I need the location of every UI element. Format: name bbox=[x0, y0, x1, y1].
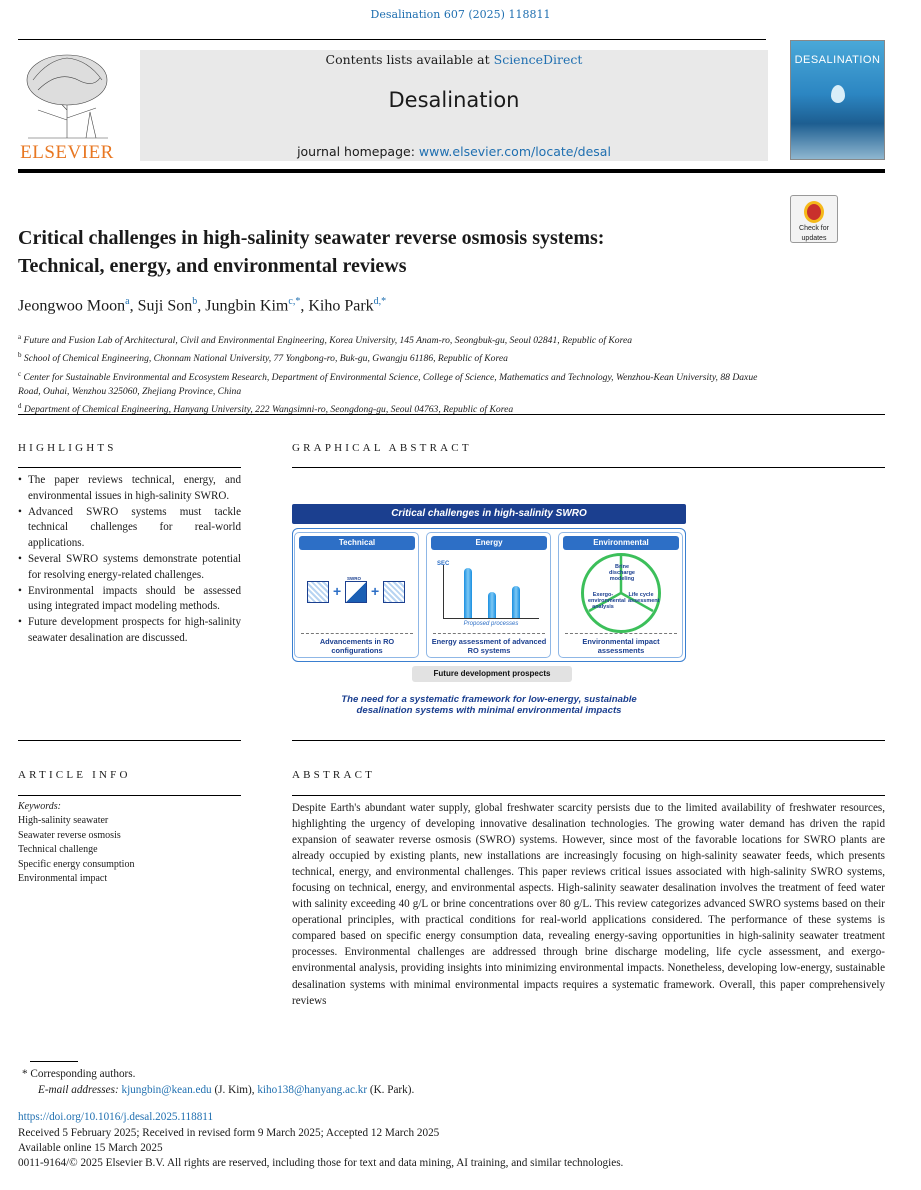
ga-panel-environmental bbox=[558, 532, 683, 658]
sciencedirect-link[interactable]: ScienceDirect bbox=[493, 52, 583, 67]
footnotes bbox=[22, 1066, 882, 1098]
email-note bbox=[22, 1082, 882, 1098]
ro-module-icon bbox=[383, 581, 405, 603]
author-affil-sup[interactable]: d,* bbox=[373, 296, 387, 307]
affiliation-sup: c bbox=[18, 369, 22, 378]
header-rule bbox=[18, 39, 766, 40]
ga-panel-foot: Advancements in RO configurations bbox=[319, 637, 395, 655]
ga-panel-energy bbox=[426, 532, 551, 658]
sec-bar bbox=[512, 586, 520, 618]
highlight-item: • Environmental impacts should be assessed using integrated impact modeling methods. bbox=[18, 584, 241, 616]
sec-axis-label: SEC bbox=[437, 561, 450, 567]
author-name[interactable]: Jeongwoo Moon bbox=[18, 297, 126, 315]
affiliation-text: Future and Fusion Lab of Architectural, Civil and Environmental Engineering, Korea University, 145 Anam-ro, Seongbuk-gu, Seoul 02841, Republic of Korea bbox=[23, 335, 633, 347]
future-prospects-box: Future development prospects bbox=[412, 666, 572, 682]
journal-header-box bbox=[140, 50, 768, 161]
email-owner: (K. Park). bbox=[369, 1084, 415, 1096]
keywords-block bbox=[18, 800, 241, 886]
homepage-line bbox=[140, 144, 768, 159]
keyword: Seawater reverse osmosis bbox=[18, 829, 121, 841]
publication-dates bbox=[18, 1126, 898, 1171]
circle-label: Life cycle assessment bbox=[628, 592, 660, 604]
contents-prefix: Contents lists available at bbox=[325, 52, 490, 67]
keywords-label: Keywords: bbox=[18, 801, 61, 812]
affiliation-sup: b bbox=[18, 351, 22, 360]
email-link[interactable]: kjungbin@kean.edu bbox=[121, 1084, 212, 1096]
ga-divider bbox=[433, 633, 545, 634]
author-affil-sup[interactable]: c,* bbox=[288, 296, 301, 307]
highlight-item: • The paper reviews technical, energy, and environmental issues in high-salinity SWRO. bbox=[18, 473, 241, 505]
crossmark-text-2: updates bbox=[801, 234, 827, 242]
cover-title: DESALINATION bbox=[794, 54, 881, 66]
affiliation bbox=[18, 348, 778, 366]
author-sep: , bbox=[300, 297, 309, 315]
circle-label: Exergo-environmental analysis bbox=[588, 592, 626, 610]
swro-module-icon bbox=[345, 581, 367, 603]
author-name[interactable]: Kiho Park bbox=[308, 297, 374, 315]
affiliation-sup: d bbox=[18, 402, 22, 411]
copyright: 0011-9164/© 2025 Elsevier B.V. All rights are reserved, including those for text and data mining, AI training, and similar technologies. bbox=[18, 1157, 624, 1169]
affiliation-text: Department of Chemical Engineering, Hanyang University, 222 Wangsimni-ro, Seongdong-gu, Seoul 04763, Republic of Korea bbox=[23, 404, 514, 416]
article-info-heading: ARTICLE INFO bbox=[18, 769, 131, 781]
check-for-updates-badge[interactable] bbox=[790, 195, 838, 243]
author-sep: , bbox=[129, 297, 138, 315]
graphical-abstract[interactable] bbox=[292, 504, 688, 724]
crossmark-text-1: Check for bbox=[799, 225, 829, 232]
contents-line bbox=[140, 52, 768, 67]
author-affil-sup[interactable]: b bbox=[192, 296, 198, 307]
crossmark-icon bbox=[804, 201, 824, 223]
elsevier-wordmark: ELSEVIER bbox=[20, 142, 114, 163]
graphical-abstract-rule bbox=[292, 467, 885, 468]
highlights-end-rule bbox=[18, 740, 241, 741]
keyword: Environmental impact bbox=[18, 873, 108, 885]
footnote-rule bbox=[30, 1061, 78, 1062]
journal-homepage-link[interactable]: www.elsevier.com/locate/desal bbox=[418, 144, 611, 159]
proposed-processes-label: Proposed processes bbox=[463, 621, 519, 627]
email-owner: (J. Kim), bbox=[214, 1084, 255, 1096]
author-affil-sup[interactable]: a bbox=[125, 296, 130, 307]
keyword: High-salinity seawater bbox=[18, 815, 109, 827]
author-sep: , bbox=[197, 297, 206, 315]
highlights-heading: HIGHLIGHTS bbox=[18, 442, 117, 454]
affiliation bbox=[18, 367, 778, 400]
ga-panel-head: Technical bbox=[299, 536, 415, 550]
ga-conclusion-line: The need for a systematic framework for low-energy, sustainable bbox=[341, 694, 637, 705]
journal-citation-link[interactable]: Desalination 607 (2025) 118811 bbox=[370, 8, 551, 21]
homepage-prefix: journal homepage: bbox=[297, 144, 415, 159]
highlight-item: • Several SWRO systems demonstrate potential for resolving energy-related challenges. bbox=[18, 552, 241, 584]
affiliation bbox=[18, 330, 778, 348]
sec-chart bbox=[443, 565, 539, 619]
email-label: E-mail addresses: bbox=[38, 1084, 119, 1096]
corresponding-note: * Corresponding authors. bbox=[22, 1068, 136, 1080]
abstract-rule bbox=[292, 795, 885, 796]
affiliation-rule bbox=[18, 414, 885, 415]
ga-panel-head: Environmental bbox=[563, 536, 679, 550]
ga-banner: Critical challenges in high-salinity SWRO bbox=[292, 504, 686, 524]
abstract-heading: ABSTRACT bbox=[292, 769, 376, 781]
journal-name: Desalination bbox=[388, 88, 520, 112]
title-line-1: Critical challenges in high-salinity seawater reverse osmosis systems: bbox=[18, 227, 605, 249]
ga-panel-foot: Energy assessment of advanced RO systems bbox=[431, 637, 547, 655]
affiliation-sup: a bbox=[18, 333, 22, 341]
keyword: Specific energy consumption bbox=[18, 858, 135, 870]
circle-label: Brine discharge modeling bbox=[609, 564, 635, 582]
graphical-abstract-heading: GRAPHICAL ABSTRACT bbox=[292, 442, 472, 454]
author-name[interactable]: Suji Son bbox=[137, 297, 193, 315]
received-dates: Received 5 February 2025; Received in revised form 9 March 2025; Accepted 12 March 2025 bbox=[18, 1127, 440, 1139]
title-line-2: Technical, energy, and environmental reviews bbox=[18, 255, 407, 277]
sec-bar bbox=[464, 568, 472, 618]
plus-icon: + bbox=[333, 583, 342, 599]
email-link[interactable]: kiho138@hanyang.ac.kr bbox=[257, 1084, 368, 1096]
highlights-list bbox=[18, 473, 241, 647]
affiliation bbox=[18, 399, 778, 417]
ga-conclusion-line: desalination systems with minimal environmental impacts bbox=[356, 705, 622, 716]
water-drop-icon bbox=[831, 85, 845, 103]
ga-divider bbox=[301, 633, 413, 634]
ga-panel-foot: Environmental impact assessments bbox=[582, 637, 660, 655]
affiliation-text: School of Chemical Engineering, Chonnam National University, 77 Yongbong-ro, Buk-gu, Gwangju 61186, Republic of Korea bbox=[23, 353, 508, 365]
header-thick-rule bbox=[18, 169, 885, 173]
highlight-item: • Advanced SWRO systems must tackle technical challenges for real-world applications. bbox=[18, 505, 241, 552]
affiliations bbox=[18, 330, 778, 418]
affiliation-text: Center for Sustainable Environmental and Ecosystem Research, Department of Environmental Science, College of Science, Mathematics and Technology, Wenzhou-Kean University, 88 Daxue Road, Ouhai, Wenzhou 325060, Zhejiang Province, China bbox=[18, 371, 758, 398]
abstract-text: Despite Earth's abundant water supply, global freshwater scarcity persists due to the limited availability of freshwater resources, highlighting the urgency of developing innovative desalination technologies. The growing water demand has driven the rapid expansion of seawater reverse osmosis (SWRO) systems. However, since most of the favorable locations for SWRO plants are already occupied by existing plants, new installations are increasingly focusing on high-salinity seawater feeds, which presents technical, energy, and environmental challenges. This paper reviews critical issues associated with high-salinity SWRO systems, focusing on technical, energy, and environmental aspects. High-salinity seawater desalination involves the treatment of feed water with salinity exceeding 40 g/L or brine concentrations over 80 g/L. This review categorizes advanced SWRO systems based on their operational principles, with practical conditions for real-world applications considered. The performance of these systems is compared based on specific energy consumption data, revealing energy-saving opportunities in high-salinity seawater treatment processes. Environmental challenges are addressed through brine discharge modeling, life cycle assessment, and exergo-environmental analysis, providing insights into minimizing environmental impacts. Nonetheless, developing low-energy, sustainable desalination systems with minimal environmental impacts requires a systematic framework. Overall, this paper comprehensively reviews bbox=[292, 802, 885, 1007]
plus-icon: + bbox=[371, 583, 380, 599]
ro-module-icon bbox=[307, 581, 329, 603]
ga-panel-technical bbox=[294, 532, 419, 658]
article-info-rule bbox=[18, 795, 241, 796]
ga-conclusion bbox=[292, 694, 686, 716]
graphical-abstract-end-rule bbox=[292, 740, 885, 741]
author-list bbox=[18, 296, 878, 315]
highlight-item: • Future development prospects for high-salinity seawater desalination are discussed. bbox=[18, 615, 241, 647]
swro-label: SWRO bbox=[347, 576, 361, 581]
online-date: Available online 15 March 2025 bbox=[18, 1142, 163, 1154]
journal-cover-image[interactable] bbox=[790, 40, 885, 160]
ga-divider bbox=[565, 633, 677, 634]
highlights-rule bbox=[18, 467, 241, 468]
ga-panel-head: Energy bbox=[431, 536, 547, 550]
doi-link[interactable]: https://doi.org/10.1016/j.desal.2025.118811 bbox=[18, 1111, 214, 1123]
keyword: Technical challenge bbox=[18, 844, 98, 856]
article-title bbox=[18, 224, 778, 280]
assessment-circle bbox=[581, 553, 661, 633]
sec-bar bbox=[488, 592, 496, 618]
author-name[interactable]: Jungbin Kim bbox=[205, 297, 289, 315]
